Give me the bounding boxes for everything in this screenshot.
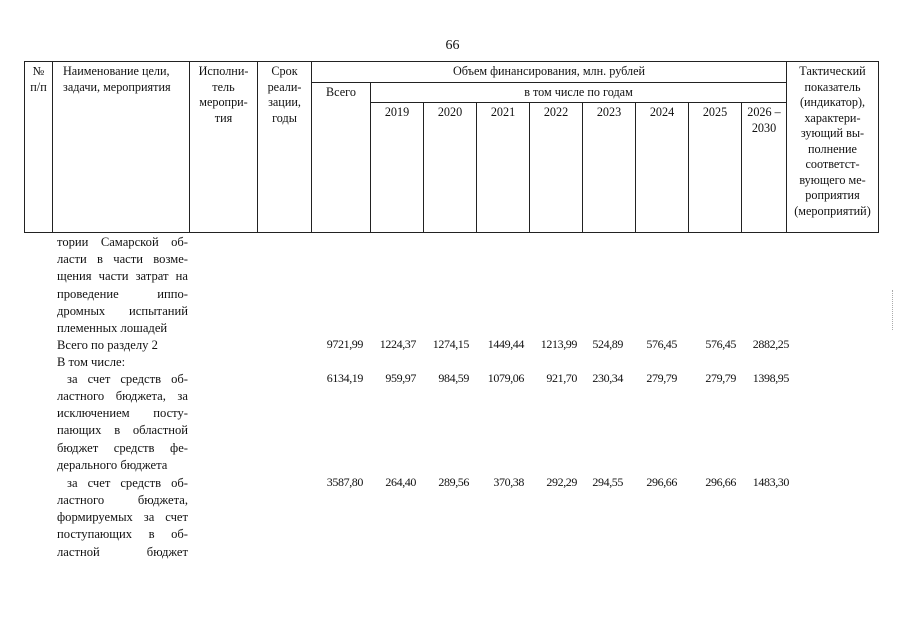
header-year: 2024	[636, 103, 689, 233]
value-2023: 294,55	[592, 475, 623, 489]
value-2024: 576,45	[646, 337, 677, 351]
header-by-years: в том числе по годам	[371, 82, 787, 103]
header-num: № п/п	[25, 62, 53, 233]
value-2021: 370,38	[493, 475, 524, 489]
header-executor: Исполни-тель меропри-тия	[190, 62, 258, 233]
row-description: тории Самарской об- ласти в части возме- щения части затрат на проведение иппо- дромных испытаний племенных лошадей	[57, 235, 188, 336]
value-total: 3587,80	[326, 475, 363, 489]
header-year: 2020	[424, 103, 477, 233]
value-2025: 576,45	[705, 337, 736, 351]
value-2026-2030: 1483,30	[752, 475, 789, 489]
header-year: 2019	[371, 103, 424, 233]
value-2022: 292,29	[546, 475, 577, 489]
value-2024: 296,66	[646, 475, 677, 489]
row-description: за счет средств об-	[67, 372, 188, 386]
value-2020: 1274,15	[432, 337, 469, 351]
header-name: Наименование цели, задачи, мероприятия	[53, 62, 190, 233]
value-2020: 289,56	[438, 475, 469, 489]
value-2019: 1224,37	[379, 337, 416, 351]
value-2022: 1213,99	[540, 337, 577, 351]
value-2026-2030: 2882,25	[752, 337, 789, 351]
value-total: 6134,19	[326, 371, 363, 385]
header-total: Всего	[312, 82, 371, 233]
value-2020: 984,59	[438, 371, 469, 385]
header-year: 2025	[689, 103, 742, 233]
value-2021: 1079,06	[487, 371, 524, 385]
value-total: 9721,99	[326, 337, 363, 351]
header-year: 2026 – 2030	[742, 103, 787, 233]
value-2022: 921,70	[546, 371, 577, 385]
table-header	[24, 61, 879, 233]
value-2019: 264,40	[385, 475, 416, 489]
header-year: 2023	[583, 103, 636, 233]
value-2024: 279,79	[646, 371, 677, 385]
page-number: 66	[445, 38, 460, 53]
header-year: 2022	[530, 103, 583, 233]
header-financing: Объем финансирования, млн. рублей	[312, 62, 787, 83]
header-indicator: Тактический показатель (индикатор), характери-зующий вы-полнение соответст-вующего ме-роприятия (мероприятий)	[787, 62, 879, 233]
value-2025: 279,79	[705, 371, 736, 385]
value-2023: 524,89	[592, 337, 623, 351]
value-2019: 959,97	[385, 371, 416, 385]
value-2021: 1449,44	[487, 337, 524, 351]
row-description: ластного бюджета, за исключением посту- пающих в областной бюджет средств фе- дерального бюджета	[57, 389, 188, 472]
header-period: Срок реали-зации, годы	[258, 62, 312, 233]
row-description: В том числе:	[57, 355, 126, 369]
value-2025: 296,66	[705, 475, 736, 489]
value-2026-2030: 1398,95	[752, 371, 789, 385]
value-2023: 230,34	[592, 371, 623, 385]
row-description: Всего по разделу 2	[57, 338, 158, 352]
row-description: ластного бюджета, формируемых за счет поступающих в об- ластной бюджет	[57, 493, 188, 559]
row-description: за счет средств об-	[67, 476, 188, 490]
header-year: 2021	[477, 103, 530, 233]
scan-artifact	[892, 290, 897, 330]
